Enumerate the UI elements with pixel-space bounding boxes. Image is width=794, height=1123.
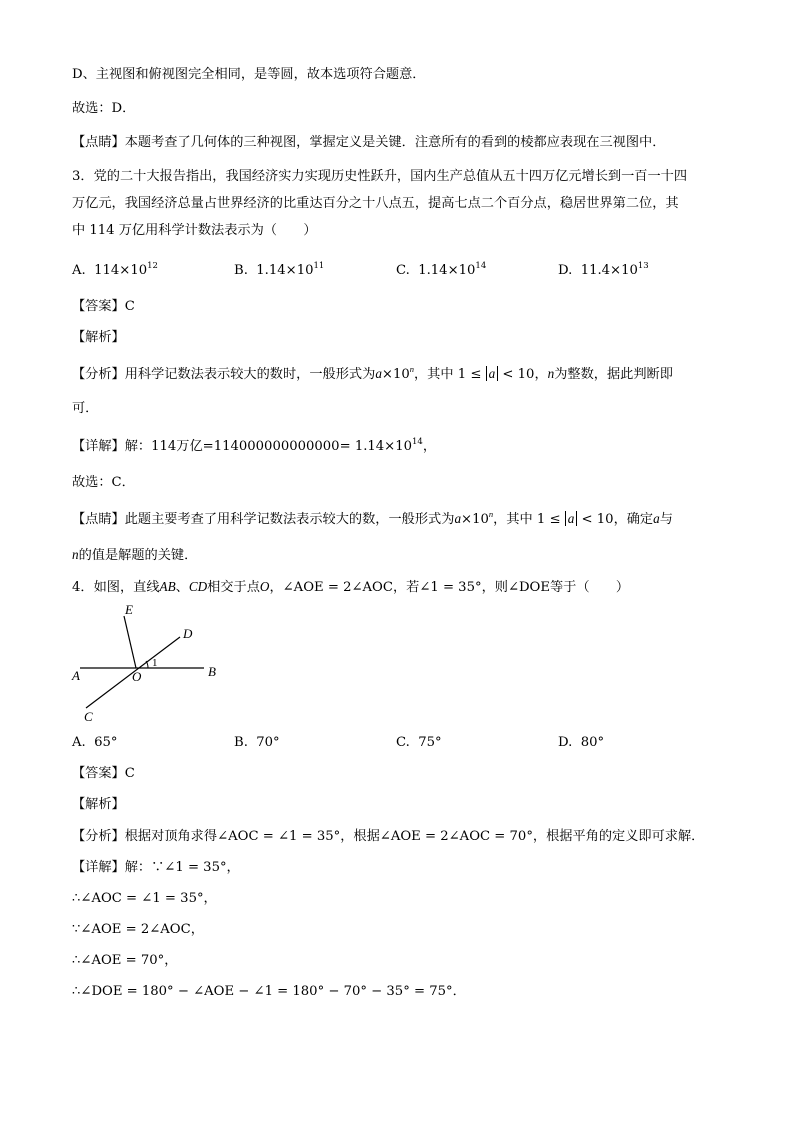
answer-tag: 【答案】 [72, 299, 125, 314]
math-exponent-n: n [409, 364, 414, 374]
analysis-tag: 【分析】 [72, 367, 125, 382]
q2-comment [72, 134, 665, 152]
option-label: B. [234, 735, 248, 750]
option-exponent: 11 [313, 261, 325, 271]
option-label: D. [558, 735, 573, 750]
math-times-ten: ×10 [461, 512, 489, 527]
label-b: B [208, 664, 216, 679]
stem-text: 相交于点 [207, 580, 260, 595]
math-o: O [259, 579, 270, 594]
comment-text: ，确定 [613, 512, 654, 527]
q4-option-b [234, 734, 280, 752]
q4-option-d [558, 734, 604, 752]
math-ineq-left: 1 ≤ [457, 367, 482, 382]
label-a: A [72, 668, 80, 683]
detail-text: 解：∵∠1 = 35°， [124, 860, 240, 875]
option-value: 65° [94, 735, 118, 750]
option-mantissa: 114×10 [94, 263, 148, 278]
q3-stem-line-2: 万亿元，我国经济总量占世界经济的比重达百分之十八点五，提高七点二个百分点，稳居世界第二位，其 [72, 196, 679, 211]
q3-option-d [558, 262, 649, 280]
ray-oe [124, 616, 136, 668]
stem-text: ， [269, 580, 283, 595]
analysis-tag: 【分析】 [72, 829, 125, 844]
math-target: ∠DOE [507, 580, 550, 595]
option-label: B. [234, 263, 248, 278]
q4-step-4: ∴∠DOE = 180° − ∠AOE − ∠1 = 180° − 70° − 35° = 75°． [72, 984, 466, 999]
math-n: n [72, 547, 79, 562]
q3-analysis-cont: 可． [72, 401, 99, 416]
math-cd: CD [188, 579, 208, 594]
label-e: E [125, 602, 133, 617]
answer-value: C [124, 766, 135, 781]
detail-text: ， [422, 439, 437, 454]
comment-text: 本题考查了几何体的三种视图，掌握定义是关键．注意所有的看到的棱都应表现在三视图中． [124, 135, 666, 150]
math-abs-a: a [486, 366, 499, 381]
comment-text: 与 [659, 512, 673, 527]
comment-text: ，其中 [493, 512, 533, 527]
q3-answer [72, 298, 135, 316]
math-a: a [454, 511, 462, 526]
q2-option-d-explanation: D、主视图和俯视图完全相同，是等圆，故本选项符合题意． [72, 67, 426, 82]
math-result: = 1.14×10 [339, 439, 413, 454]
option-exponent: 13 [637, 261, 649, 271]
q4-jiexi: 【解析】 [72, 797, 125, 812]
math-n: n [547, 366, 555, 381]
q4-analysis [72, 828, 704, 846]
analysis-text: ，其中 [414, 367, 454, 382]
stem-text: ，则 [481, 580, 508, 595]
analysis-text: ，根据平角的定义即可求解． [532, 829, 705, 844]
q3-stem-line-3: 中 114 万亿用科学计数法表示为（ ） [72, 223, 317, 238]
math-aoe: ∠AOE = 2∠AOC = 70° [379, 829, 533, 844]
option-exponent: 14 [475, 261, 487, 271]
q4-step-3: ∴∠AOE = 70°， [72, 953, 178, 968]
math-exponent-n: n [488, 509, 494, 519]
q3-analysis [72, 365, 673, 384]
q2-choose: 故选：D． [72, 101, 136, 116]
option-mantissa: 11.4×10 [580, 263, 638, 278]
math-ineq-right: < 10 [502, 367, 535, 382]
q4-stem [72, 578, 629, 597]
stem-text: 等于（ ） [550, 580, 630, 595]
comment-text: 的值是解题的关键． [78, 548, 198, 563]
analysis-text: 根据对顶角求得 [124, 829, 218, 844]
math-a: a [653, 511, 660, 526]
math-abs-a: a [565, 511, 578, 526]
analysis-text: ， [534, 367, 548, 382]
stem-text: 4．如图，直线 [72, 580, 160, 595]
q3-option-a [72, 262, 158, 280]
math-a: a [375, 366, 382, 381]
option-label: C. [396, 735, 410, 750]
answer-tag: 【答案】 [72, 766, 125, 781]
comment-tag: 【点睛】 [72, 512, 125, 527]
option-mantissa: 1.14×10 [256, 263, 314, 278]
math-ineq-left: 1 ≤ [536, 512, 561, 527]
math-aoc: ∠AOC = ∠1 = 35° [217, 829, 341, 844]
q3-comment [72, 510, 673, 529]
math-times-ten: ×10 [381, 367, 410, 382]
q4-detail [72, 859, 240, 877]
q4-answer [72, 765, 135, 783]
q4-option-c [396, 734, 442, 752]
math-given: ∠1 = 35° [419, 580, 482, 595]
analysis-text: ，根据 [340, 829, 380, 844]
option-label: D. [558, 263, 573, 278]
analysis-text: 为整数，据此判断即 [554, 367, 673, 382]
option-mantissa: 1.14×10 [418, 263, 476, 278]
math-ineq-right: < 10 [581, 512, 614, 527]
q4-option-a [72, 734, 117, 752]
q3-option-c [396, 262, 486, 280]
comment-tag: 【点睛】 [72, 135, 125, 150]
stem-text: ，若 [392, 580, 420, 595]
detail-text: 解：114万亿=114000000000000 [124, 439, 340, 454]
q3-jiexi: 【解析】 [72, 330, 125, 345]
comment-text: 此题主要考查了用科学记数法表示较大的数，一般形式为 [124, 512, 455, 527]
answer-value: C [124, 299, 135, 314]
q4-figure [68, 600, 228, 725]
option-value: 70° [256, 735, 280, 750]
label-angle-1: 1 [152, 657, 158, 669]
q4-step-1: ∴∠AOC = ∠1 = 35°， [72, 891, 217, 906]
option-exponent: 12 [147, 261, 158, 271]
detail-tag: 【详解】 [72, 860, 125, 875]
label-c: C [84, 709, 93, 724]
detail-tag: 【详解】 [72, 439, 125, 454]
q3-comment-cont [72, 546, 197, 565]
q3-detail [72, 438, 436, 456]
stem-text: 、 [175, 580, 189, 595]
q3-stem-line-1: 3．党的二十大报告指出，我国经济实力实现历史性跃升，国内生产总值从五十四万亿元增长到一百一十四 [72, 169, 688, 184]
math-relation: ∠AOE = 2∠AOC [282, 580, 393, 595]
option-label: C. [396, 263, 410, 278]
analysis-text: 用科学记数法表示较大的数时，一般形式为 [124, 367, 376, 382]
option-value: 75° [418, 735, 442, 750]
q3-option-b [234, 262, 324, 280]
option-value: 80° [580, 735, 605, 750]
q4-step-2: ∵∠AOE = 2∠AOC， [72, 922, 204, 937]
q3-choose: 故选：C． [72, 475, 135, 490]
math-result-exponent: 14 [412, 437, 423, 447]
math-ab: AB [159, 579, 176, 594]
option-label: A. [72, 735, 86, 750]
label-o: O [132, 669, 142, 684]
label-d: D [183, 626, 193, 641]
option-label: A. [72, 263, 86, 278]
